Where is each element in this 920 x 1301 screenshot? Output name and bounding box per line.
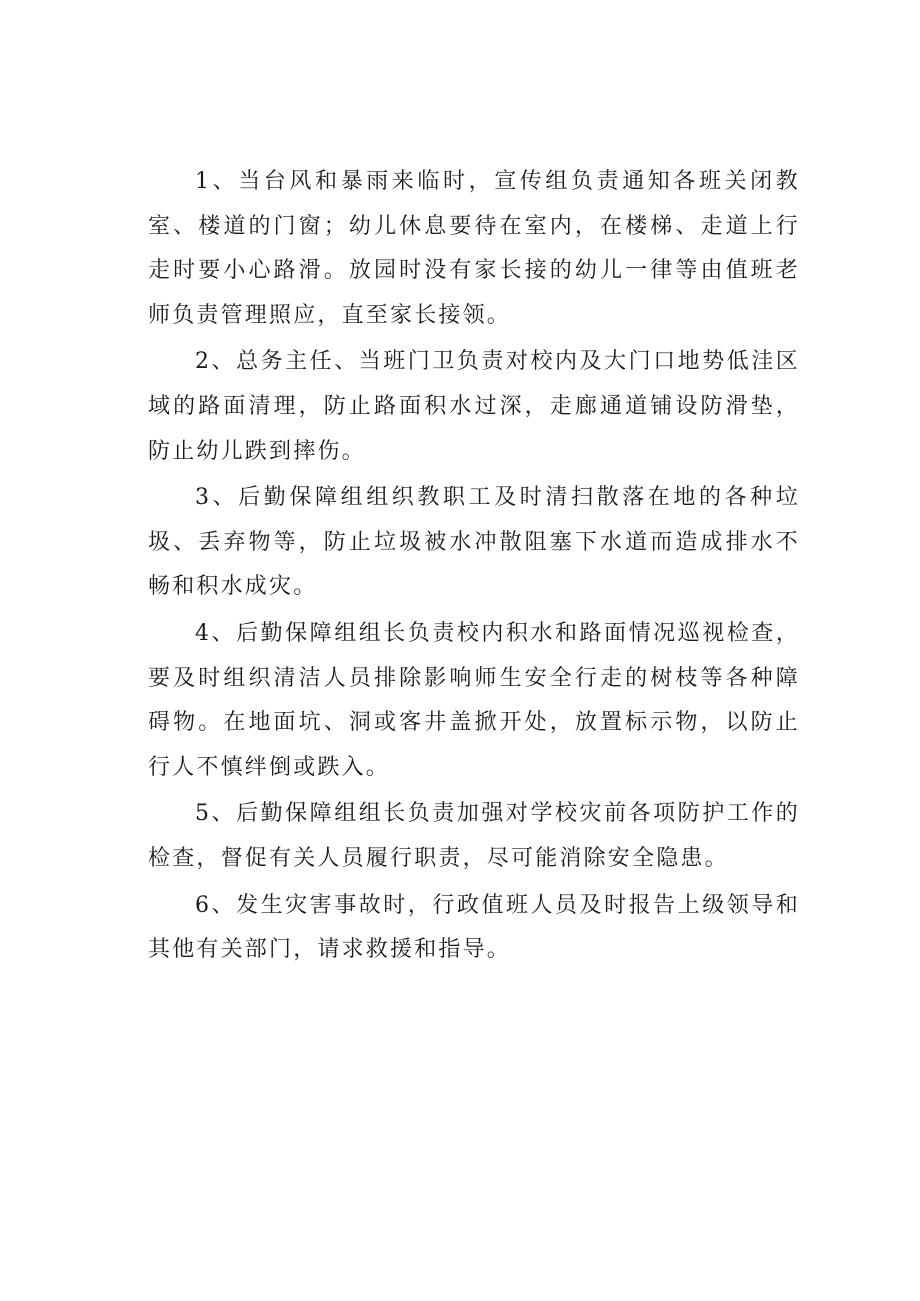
paragraph-5: 5、后勤保障组组长负责加强对学校灾前各项防护工作的检查，督促有关人员履行职责，尽可能消除安全隐患。 (148, 801, 800, 871)
paragraph-6: 6、发生灾害事故时，行政值班人员及时报告上级领导和其他有关部门，请求救援和指导。 (148, 892, 800, 963)
paragraph-1: 1、当台风和暴雨来临时，宣传组负责通知各班关闭教室、楼道的门窗；幼儿休息要待在室内，在楼梯、走道上行走时要小心路滑。放园时没有家长接的幼儿一律等由值班老师负责管理照应，直至家长接领。 (148, 169, 800, 328)
paragraph-2: 2、总务主任、当班门卫负责对校内及大门口地势低洼区域的路面清理，防止路面积水过深，走廊通道铺设防滑垫，防止幼儿跌到摔伤。 (148, 349, 800, 464)
paragraph-4: 4、后勤保障组组长负责校内积水和路面情况巡视检查，要及时组织清洁人员排除影响师生安全行走的树枝等各种障碍物。在地面坑、洞或客井盖掀开处，放置标示物，以防止行人不慎绊倒或跌入。 (148, 620, 800, 780)
document-page (148, 160, 800, 975)
paragraph-3: 3、后勤保障组组织教职工及时清扫散落在地的各种垃圾、丢弃物等，防止垃圾被水冲散阻塞下水道而造成排水不畅和积水成灾。 (148, 485, 800, 600)
